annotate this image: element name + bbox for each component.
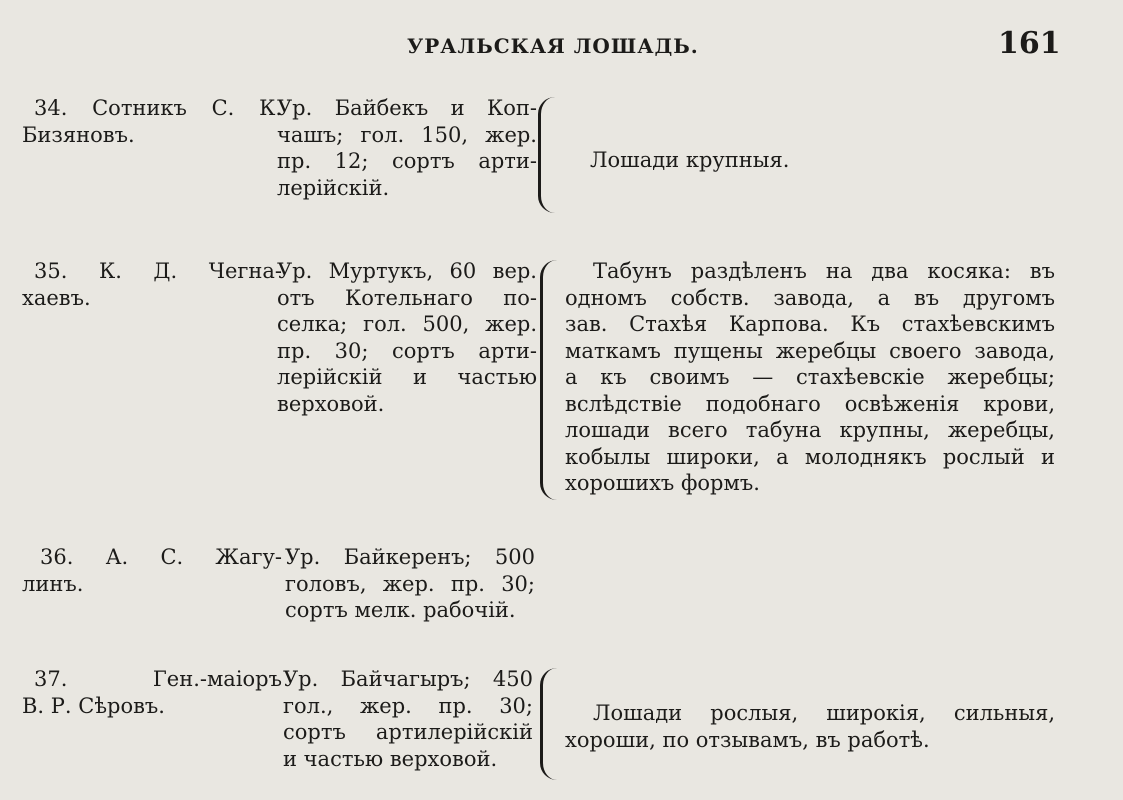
remark-line: вслѣдствіе подобнаго освѣженія крови,	[565, 391, 1055, 416]
entry-37-location	[283, 666, 533, 772]
entry-34-brace	[538, 97, 555, 213]
owner-line: хаевъ.	[22, 285, 91, 310]
entry-37-owner	[22, 666, 282, 719]
location-line: Ур. Байбекъ и Коп-	[277, 96, 537, 120]
remark-line: а къ своимъ — стахѣевскіе жеребцы;	[565, 365, 1055, 389]
location-line: пр. 12; сортъ арти-	[277, 149, 537, 173]
owner-line: Бизяновъ.	[22, 122, 135, 147]
remark-line: зав. Стахѣя Карпова. Къ стахѣевскимъ	[565, 312, 1055, 336]
entry-34-location	[277, 95, 537, 201]
location-line: сортъ артилерійскій	[283, 720, 533, 744]
entry-34-remarks	[590, 147, 1085, 174]
location-line: чашъ; гол. 150, жер.	[277, 122, 537, 147]
owner-line: 35. К. Д. Чегна-	[34, 259, 282, 283]
remark-line: Табунъ раздѣленъ на два косяка: въ	[593, 259, 1055, 283]
owner-line: 34. Сотникъ С. К.	[34, 96, 282, 120]
location-line: Ур. Муртукъ, 60 вер.	[277, 259, 537, 283]
entry-37-brace	[540, 668, 557, 780]
location-line: сортъ мелк. рабочій.	[285, 598, 516, 622]
running-title: УРАЛЬСКАЯ ЛОШАДЬ.	[407, 34, 699, 58]
remark-line: хорошихъ формъ.	[565, 471, 760, 495]
location-line: лерійскій.	[277, 175, 390, 200]
owner-line: 36. А. С. Жагу-	[40, 545, 282, 569]
owner-line: 37. Ген.-маіоръ	[34, 667, 282, 691]
remark-line: Лошади рослыя, широкія, сильныя,	[593, 701, 1055, 725]
entry-37-remarks	[565, 700, 1055, 753]
location-line: Ур. Байкеренъ; 500	[285, 545, 535, 569]
remark-line: маткамъ пущены жеребцы своего завода,	[565, 338, 1055, 363]
entry-35-brace	[540, 260, 557, 500]
entry-35-location	[277, 258, 537, 417]
location-line: лерійскій и частью	[277, 365, 537, 389]
owner-line: линъ.	[22, 571, 84, 596]
page-number: 161	[998, 26, 1061, 61]
remark-line: хороши, по отзывамъ, въ работѣ.	[565, 727, 930, 752]
entry-34-owner	[22, 95, 282, 148]
owner-line: В. Р. Сѣровъ.	[22, 693, 165, 718]
location-line: пр. 30; сортъ арти-	[277, 338, 537, 363]
location-line: отъ Котельнаго по-	[277, 285, 537, 310]
location-line: селка; гол. 500, жер.	[277, 312, 537, 336]
remark-line: лошади всего табуна крупны, жеребцы,	[565, 418, 1055, 442]
remark-line: Лошади крупныя.	[590, 148, 790, 172]
entry-36-owner	[22, 544, 282, 597]
entry-36-location	[285, 544, 535, 624]
location-line: гол., жер. пр. 30;	[283, 693, 533, 718]
location-line: головъ, жер. пр. 30;	[285, 571, 535, 596]
location-line: верховой.	[277, 391, 385, 416]
remark-line: кобылы широки, а молоднякъ рослый и	[565, 444, 1055, 469]
location-line: и частью верховой.	[283, 746, 498, 771]
location-line: Ур. Байчагыръ; 450	[283, 667, 533, 691]
remark-line: одномъ собств. завода, а въ другомъ	[565, 285, 1055, 310]
entry-35-owner	[22, 258, 282, 311]
entry-35-remarks	[565, 258, 1055, 497]
